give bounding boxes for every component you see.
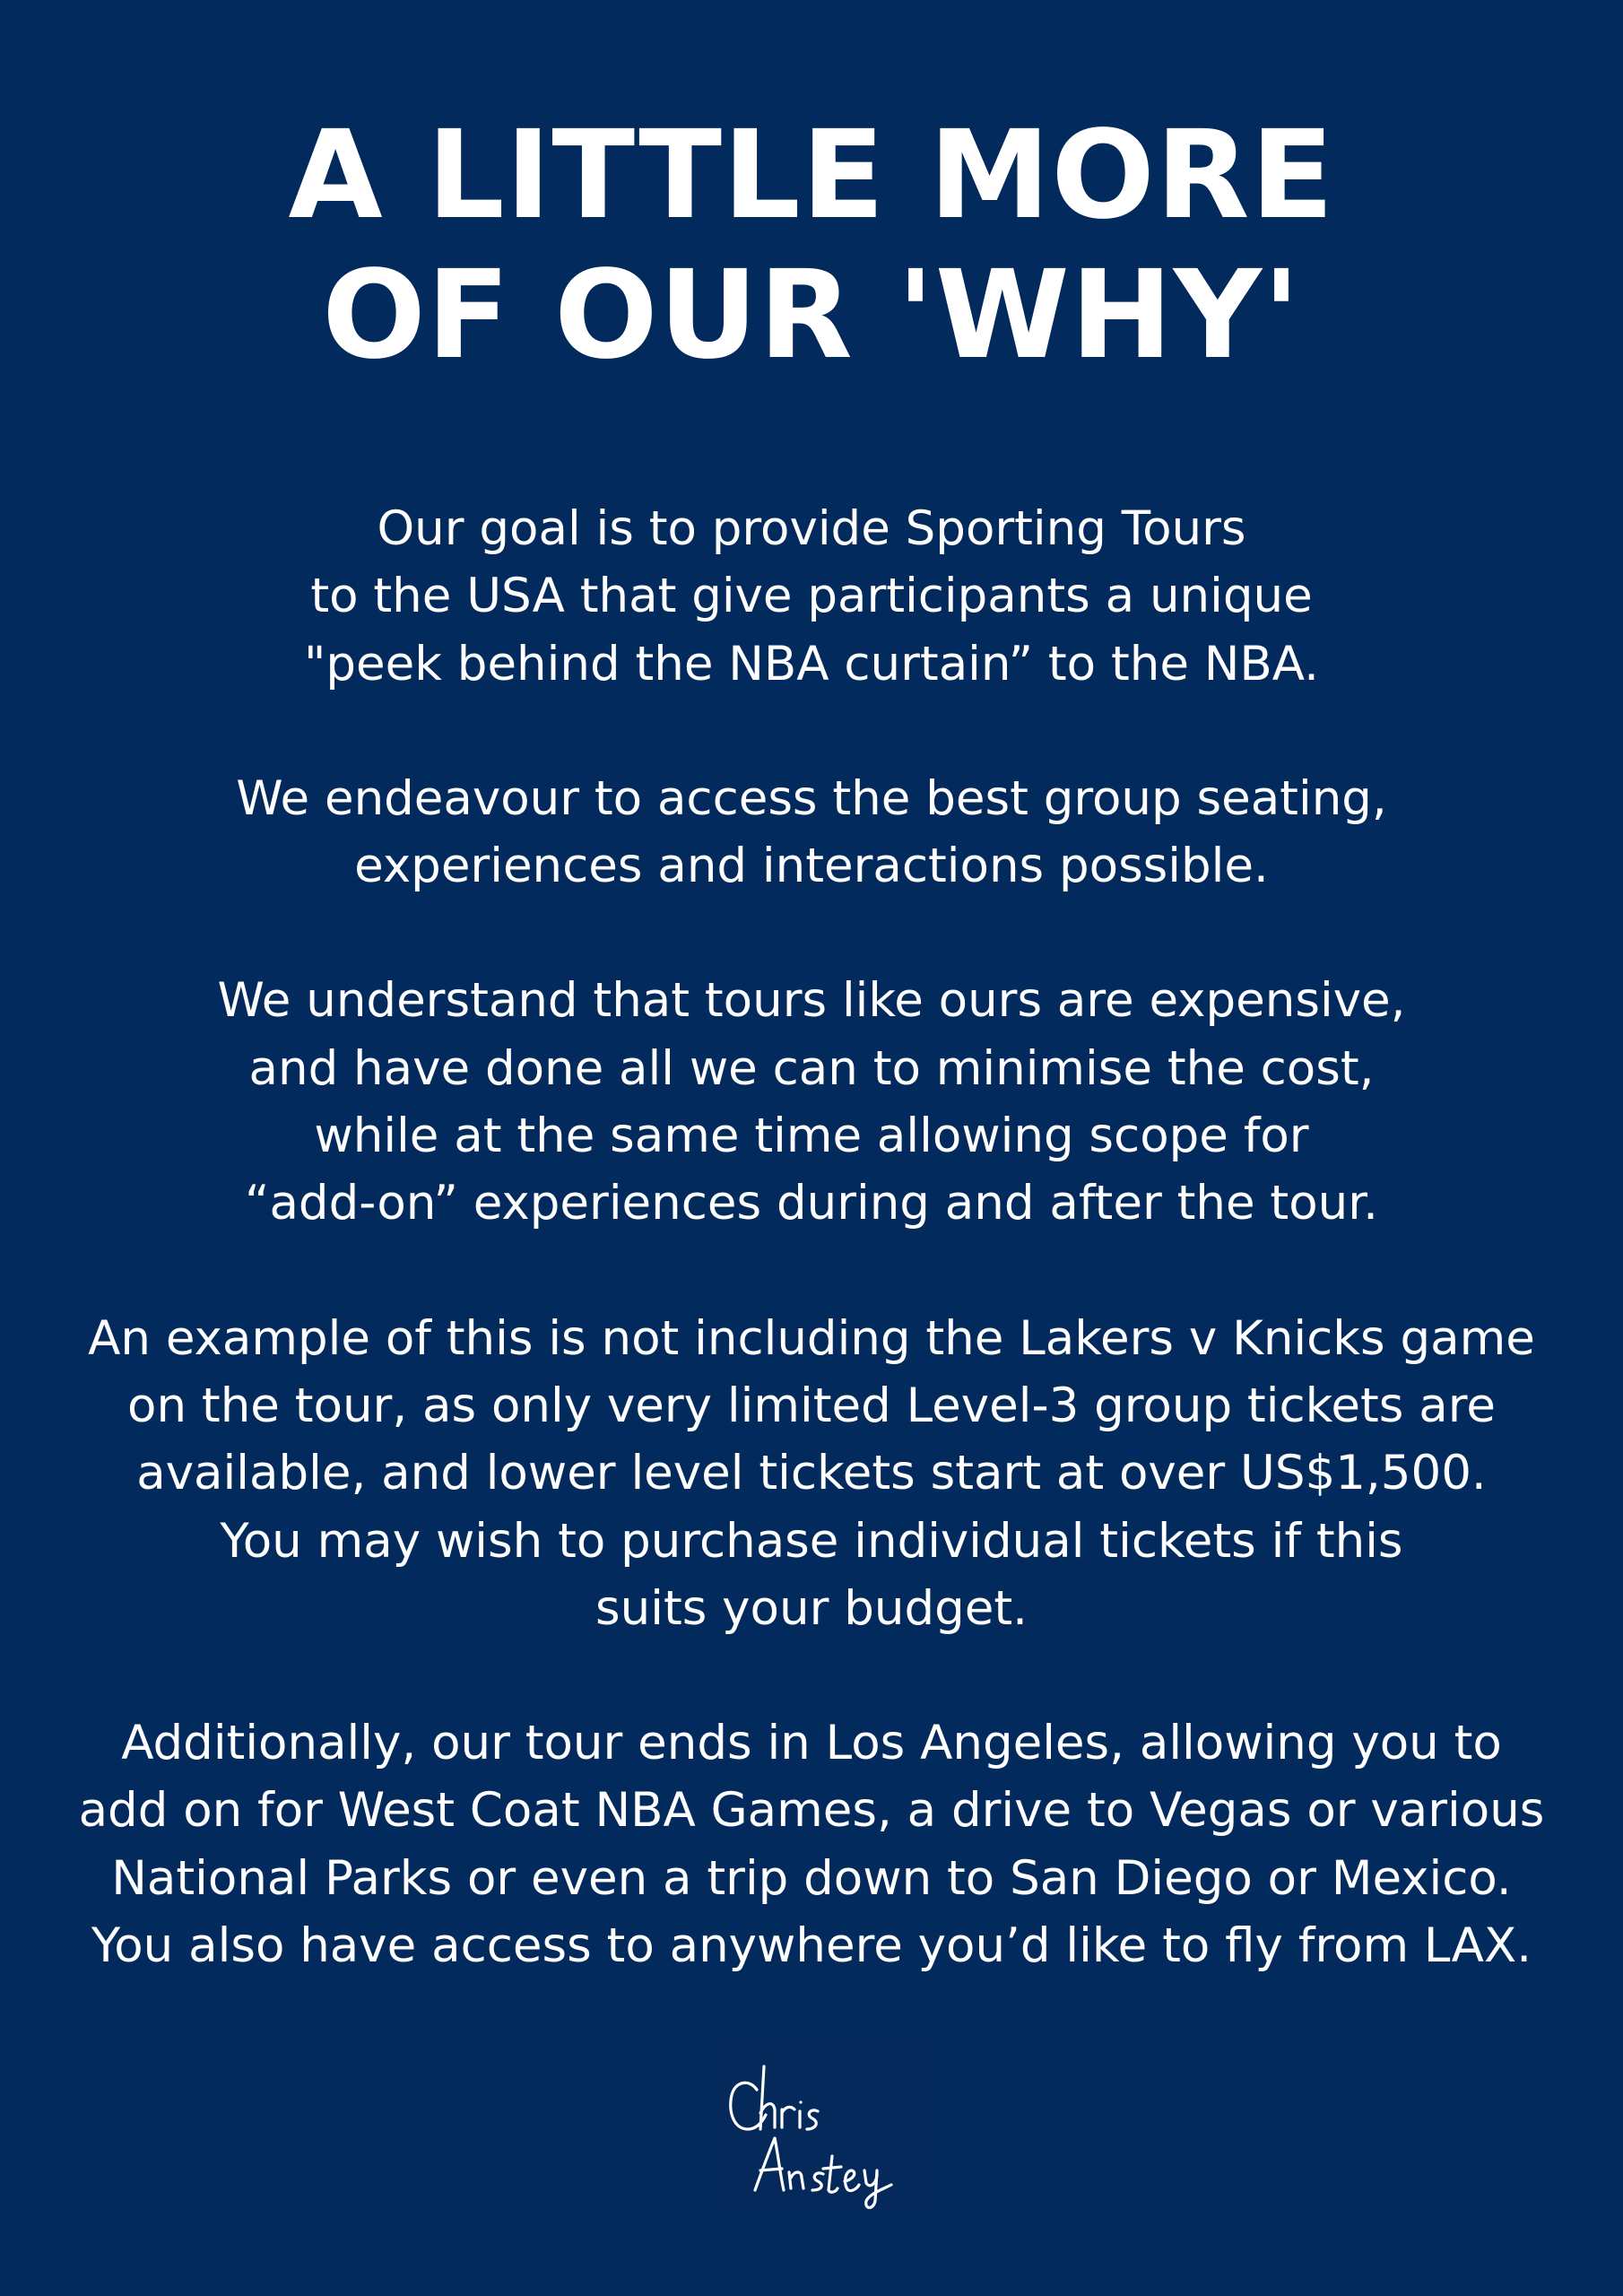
- text-line: We endeavour to access the best group seating,: [236, 770, 1387, 826]
- text-line: available, and lower level tickets start at over US$1,500.: [136, 1446, 1487, 1501]
- text-line: "peek behind the NBA curtain” to the NBA.: [304, 636, 1319, 691]
- text-line: You may wish to purchase individual tickets if this: [220, 1513, 1403, 1569]
- signature: [717, 2036, 928, 2215]
- text-line: while at the same time allowing scope for: [314, 1109, 1309, 1164]
- text-line: Our goal is to provide Sporting Tours: [377, 501, 1246, 556]
- text-line: An example of this is not including the Lakers v Knicks game: [88, 1310, 1535, 1366]
- paragraph-example: [0, 1305, 1623, 1642]
- text-line: on the tour, as only very limited Level-3 group tickets are: [127, 1378, 1496, 1433]
- text-line: You also have access to anywhere you’d like to fly from LAX.: [91, 1918, 1532, 1974]
- text-line: suits your budget.: [595, 1580, 1028, 1636]
- paragraph-additionally: [0, 1709, 1623, 1979]
- text-line: add on for West Coat NBA Games, a drive to Vegas or various: [78, 1783, 1545, 1839]
- text-line: “add-on” experiences during and after the tour.: [245, 1176, 1378, 1231]
- page-title: [0, 106, 1623, 386]
- text-line: Additionally, our tour ends in Los Angeles, allowing you to: [121, 1716, 1502, 1771]
- paragraph-endeavour: [0, 765, 1623, 900]
- body-text: [0, 495, 1623, 2047]
- paragraph-cost: [0, 967, 1623, 1237]
- text-line: to the USA that give participants a unique: [310, 569, 1313, 624]
- title-line-1: A LITTLE MORE: [288, 105, 1335, 247]
- text-line: We understand that tours like ours are expensive,: [217, 973, 1406, 1029]
- signature-graphic: [717, 2036, 928, 2215]
- text-line: experiences and interactions possible.: [354, 839, 1269, 894]
- text-line: National Parks or even a trip down to San Diego or Mexico.: [111, 1850, 1512, 1906]
- text-line: and have done all we can to minimise the cost,: [248, 1040, 1375, 1096]
- title-line-2: OF OUR 'WHY': [322, 245, 1301, 387]
- paragraph-goal: [0, 495, 1623, 698]
